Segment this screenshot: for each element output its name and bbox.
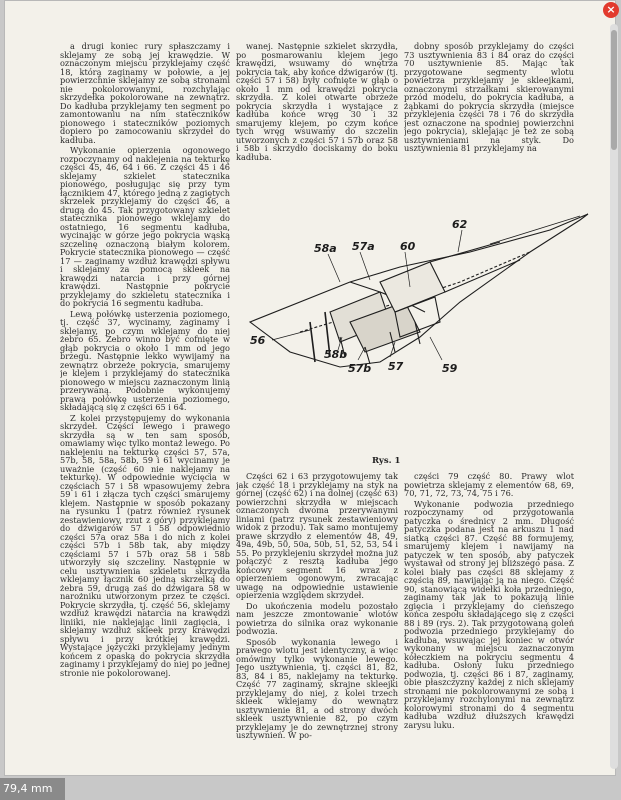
text-column-1 xyxy=(60,42,230,762)
paragraph: Sposób wykonania lewego i prawego wlotu jest identyczny, a więc omówimy tylko wykonanie lewego. Jego usztywnienia, tj. części 81, 82, 83, 84 i 85, naklejamy na tekturkę. Część 77 zaginamy, skrajne skleejki przyklejamy do niej, z kolei trzech skleek wklejamy do wewnątrz usztywnienie 81, a od strony dwóch skleek usztywnienie 82, po czym przyklejamy je do zewnętrznej strony usztywnień. W po- xyxy=(236,636,398,740)
paragraph: dobny sposób przyklejamy do części 73 usztywnienia 83 i 84 oraz do części 70 usztywnienie 85. Mając tak przygotowane segmenty wlotu powietrza przyklejamy je skleejkami, oznaczonymi strzałkami skierowanymi przód modelu, do pokrycia kadłuba, a żąbkami do pokrycia skrzydła (miejsce przyklejenia części 78 i 76 do skrzydła jest oznaczone na spodniej powierzchni jego pokrycia), sklejając je też ze sobą usztywnieniami na styk. Do usztywnienia 81 przyklejamy na xyxy=(404,42,574,153)
paragraph: wanej. Następnie szkielet skrzydła, po posmarowaniu klejem jego krawędzi, wsuwamy do wnętrza pokrycia tak, aby końce dźwigarów (tj. części 57 i 58) były cofnięte w głąb o około 1 mm od krawędzi pokrycia skrzydła. Z kolei otwarte obrzeże pokrycia skrzydła i wystające z kadłuba końce wręg 30 i 32 smarujemy klejem, po czym końce tych wręg wsuwamy do szczelin utworzonych z części 57 i 57b oraz 58 i 58b i skrzydło dociskamy do boku kadłuba. xyxy=(236,42,398,162)
paragraph: Wykonanie podwozia przedniego rozpoczynamy od przygotowania patyczka o średnicy 2 mm. Długość patyczka podana jest na arkuszu 1 nad siatką części 87. Część 88 formujemy, smarujemy klejem i nawijamy na patyczek w ten sposób, aby patyczek wystawał od strony jej bliższego pasa. Z kolei biały pas części 88 sklejamy z częścią 89, nawijając ją na niego. Część 90, stanowiącą widełki koła przedniego, zaginamy tak jak to pokazują linie zgięcia i przyklejamy do cieńszego końca zespołu składającego się z części 88 i 89 (rys. 2). Tak przygotowaną goleń podwozia przedniego przyklejamy do kadłuba, wsuwając jej koniec w otwór wykonany w miejscu zaznaczonym kółeczkiem na pokryciu segmentu 4 kadłuba. Osłony luku przedniego podwozia, tj. części 86 i 87, zaginamy, obie płaszczyzny każdej z nich sklejamy stronami nie pokolorowanymi ze sobą i przyklejamy rozchylonymi na zewnątrz kolorowymi stronami do 4 segmentu kadłuba wzdłuż dłuższych krawędzi zarysu luku. xyxy=(404,498,574,730)
text-column-3-bottom xyxy=(404,472,574,770)
paragraph: a drugi koniec rury spłaszczamy i sklejamy ze sobą jej krawędzie. W oznaczonym miejscu przyklejamy część 18, którą zaginamy w połowie, a jej powierzchnie sklejamy ze sobą stronami nie pokolorowanymi, rozchylając skrzydełka pokolorowane na zewnątrz. Do kadłuba przyklejamy ten segment po zamontowaniu na nim stateczników pionowego i stateczników poziomych dopiero po zamocowaniu skrzydeł do kadłuba. xyxy=(60,42,230,145)
figure-caption: Rys. 1 xyxy=(372,456,401,466)
figure-label: 62 xyxy=(452,218,468,231)
figure-label: 60 xyxy=(400,240,416,253)
figure-label: 58a xyxy=(314,242,337,255)
document-page xyxy=(4,0,616,776)
paragraph: Do ukończenia modelu pozostało nam jeszcze zmontowanie wlotów powietrza do silnika oraz wykonanie podwozia. xyxy=(236,600,398,636)
figure-label: 57 xyxy=(388,360,404,373)
figure-label: 59 xyxy=(442,362,458,375)
vertical-scrollbar[interactable] xyxy=(610,24,618,769)
text-column-2-bottom xyxy=(236,472,398,770)
figure-label: 57a xyxy=(352,240,375,253)
text-column-2-top xyxy=(236,42,398,164)
scrollbar-thumb[interactable] xyxy=(611,30,617,150)
close-button[interactable]: × xyxy=(603,2,619,18)
paragraph: Części 62 i 63 przygotowujemy tak jak część 18 i przyklejamy na styk na górnej (część 62) i na dolnej (część 63) powierzchni skrzydła w miejscach oznaczonych dwoma przerywanymi liniami (patrz rysunek zestawieniowy widok z przodu). Tak samo montujemy prawe skrzydło z elementów 48, 49, 49a, 49b, 50, 50a, 50b, 51, 52, 53, 54 i 55. Po przyklejeniu skrzydeł można już połączyć z resztą kadłuba jego końcowy segment 16 wraz z opierzeniem ogonowym, zwracając uwagę na odpowiednie ustawienie opierzenia względem skrzydeł. xyxy=(236,472,398,600)
paragraph: Lewą połówkę usterzenia poziomego, tj. część 37, wycinamy, zaginamy i sklejamy, po czym wklejamy do niej żebro 65. Żebro winno być cofnięte w głąb pokrycia o około 1 mm od jego brzegu. Następnie lekko wywijamy na zewnątrz obrzeże pokrycia, smarujemy je klejem i przyklejamy do statecznika pionowego w miejscu zaznaczonym linią przerywaną. Podobnie wykonujemy prawą połówkę usterzenia poziomego, składającą się z części 65 i 64. xyxy=(60,308,230,412)
paragraph: Wykonanie opierzenia ogonowego rozpoczynamy od naklejenia na tekturkę części 45, 46, 64 i 66. Z części 45 i 46 sklejamy szkielet statecznika pionowego, posługując się przy tym łącznikiem 47, którego jedną z zagiętych skrzelek przyklejamy do części 46, a drugą do 45. Tak przygotowany szkielet statecznika pionowego wklejamy do ostatniego, 16 segmentu kadłuba, wycinając w górze jego pokrycia wąską szczelinę oznaczoną białym kolorem. Pokrycie statecznika pionowego — część 17 — zaginamy wzdłuż krawędzi spływu i sklejamy za pomocą skleek na krawędzi natarcia i przy górnej krawędzi. Następnie pokrycie przyklejamy do szkieletu statecznika i do pokrycia 16 segmentu kadłuba. xyxy=(60,145,230,308)
figure-label: 58b xyxy=(324,348,348,361)
paragraph: Z kolei przystępujemy do wykonania skrzydeł. Części lewego i prawego skrzydła są w ten sam sposób, omawiamy więc tylko montaż lewego. Po naklejeniu na tekturkę części 57, 57a, 57b, 58, 58a, 58b, 59 i 61 wycinamy je uważnie (część 60 nie naklejamy na tekturkę). W odpowiednie wycięcia w częściach 57 i 58 wpasowujemy żebra 59 i 61 i złącza tych części smarujemy klejem. Następnie w sposób pokazany na rysunku 1 (patrz również rysunek zestawieniowy, rzut z góry) przyklejamy do dźwigarów 57 i 58 odpowiednio części 57a oraz 58a i do nich z kolei części 57b i 58b tak, aby między częściami 57 i 57b oraz 58 i 58b utworzyły się szczeliny. Następnie w celu usztywnienia szkieletu skrzydła wklejamy łącznik 60 jedną skrzelką do żebra 59, drugą zaś do dźwigara 58 w narożniku utworzonym przez te części. Pokrycie skrzydła, tj. część 56, sklejamy wzdłuż krawędzi natarcia na krawędzi liniiki, nie naklejając linii zagięcia, i sklejamy wzdłuż skleek przy krawędzi spływu i przy krótkiej krawędzi. Wystające języczki przyklejamy jednym końcem z opaską do pokrycia skrzydła zaginamy i przyklejamy do niej po jednej stronie nie pokolorowanej. xyxy=(60,412,230,678)
figure-label: 57b xyxy=(348,362,372,375)
paragraph: części 79 część 80. Prawy wlot powietrza sklejamy z elementów 68, 69, 70, 71, 72, 73, 74, 75 i 76. xyxy=(404,472,574,498)
figure-label: 56 xyxy=(250,334,266,347)
zoom-readout: 79,4 mm xyxy=(0,778,65,800)
text-column-3-top xyxy=(404,42,574,164)
wing-assembly-drawing xyxy=(230,172,602,432)
